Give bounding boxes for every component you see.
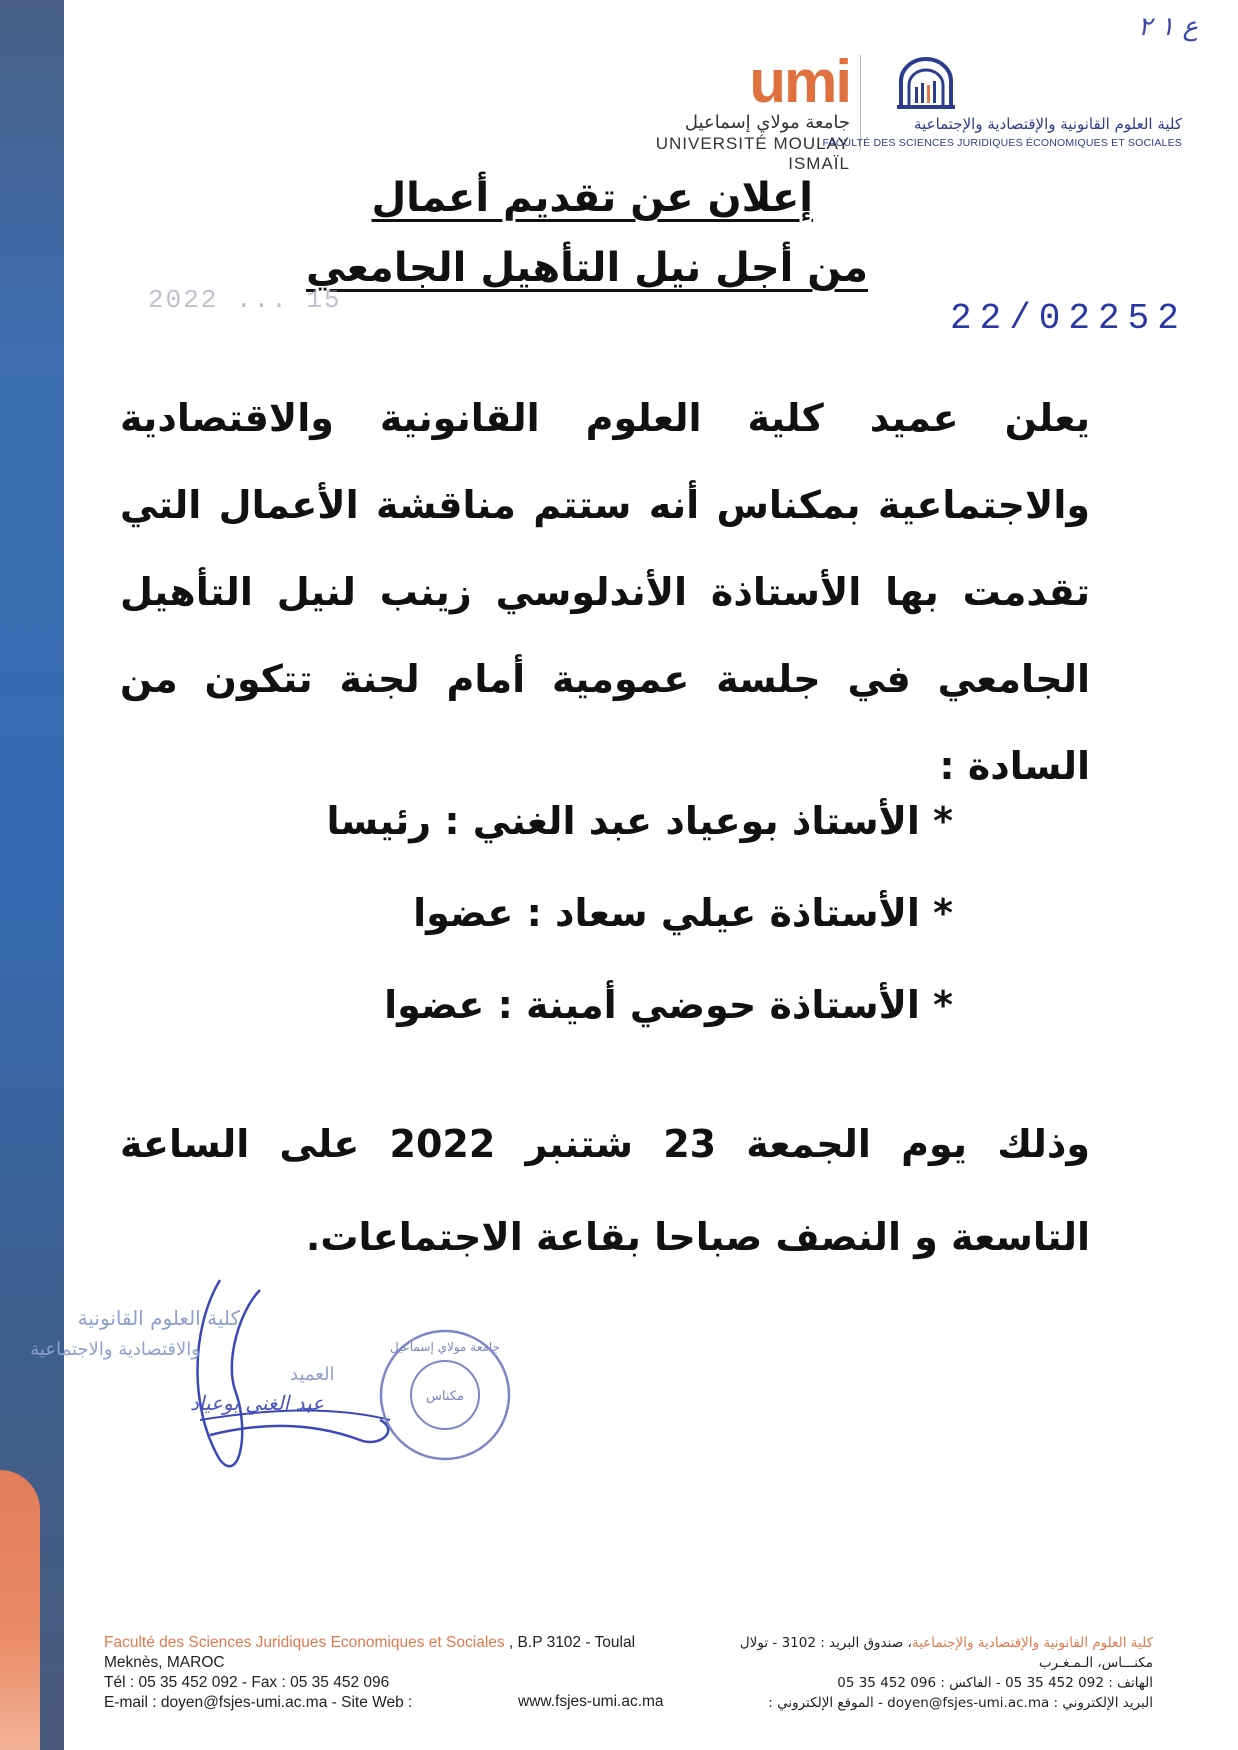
logo-divider: [860, 55, 861, 150]
university-seal: [375, 1325, 515, 1465]
svg-text:العميد: العميد: [290, 1364, 335, 1385]
committee-members-list: [327, 775, 953, 1051]
reference-number: 22/02252: [950, 298, 1187, 339]
faculty-name-ar: كلية العلوم القانونية والإقتصادية والإجتماعية: [914, 115, 1182, 133]
announcement-closing: وذلك يوم الجمعة 23 شتنبر 2022 على الساعة التاسعة و النصف صباحا بقاعة الاجتماعات.: [120, 1122, 1090, 1259]
faculty-emblem-icon: [895, 55, 957, 111]
umi-logo-icon: umi: [749, 48, 850, 115]
svg-text:جامعة مولاي إسماعيل: جامعة مولاي إسماعيل: [389, 1340, 501, 1354]
footer-phone-ar: الهاتف : 092 452 35 05 - الفاكس : 096 452 35 05: [837, 1675, 1153, 1691]
committee-member: * الأستاذة عيلي سعاد : عضوا: [413, 891, 953, 935]
committee-member: * الأستاذة حوضي أمينة : عضوا: [384, 983, 953, 1027]
faculty-name-fr: FACULTÉ DES SCIENCES JURIDIQUES ÉCONOMIQUES ET SOCIALES: [822, 137, 1182, 149]
handwritten-marks: ع ١ ٢: [1138, 12, 1198, 42]
left-orange-accent: [0, 1470, 40, 1750]
footer-bp-fr: , B.P 3102 - Toulal: [504, 1634, 636, 1651]
footer-bp-ar: ، صندوق البريد : 3102 - تولال: [739, 1635, 912, 1651]
announcement-body: يعلن عميد كلية العلوم القانونية والاقتصادية والاجتماعية بمكناس أنه ستتم مناقشة الأعمال التي تقدمت بها الأستاذة الأندلوسي زينب لنيل التأهيل الجامعي في جلسة عمومية أمام لجنة تتكون من السادة :: [120, 396, 1090, 788]
faculty-logo: [822, 55, 1182, 155]
footer-email-ar: البريد الإلكتروني : doyen@fsjes-umi.ac.ma - الموقع الإلكتروني :: [768, 1695, 1153, 1711]
announcement-subtitle: من أجل نيل التأهيل الجامعي: [306, 245, 868, 291]
footer-city-fr: Meknès, MAROC: [104, 1654, 225, 1671]
footer-city-ar: مكنـــاس، الـمـغـرب: [1038, 1655, 1153, 1671]
svg-text:كلية العلوم القانونية: كلية العلوم القانونية: [77, 1306, 240, 1330]
svg-text:والاقتصادية والاجتماعية: والاقتصادية والاجتماعية: [30, 1339, 200, 1360]
committee-member: * الأستاذ بوعياد عبد الغني : رئيسا: [326, 799, 953, 843]
footer-email-fr: E-mail : doyen@fsjes-umi.ac.ma - Site Web :: [104, 1694, 413, 1711]
svg-text:مكناس: مكناس: [426, 1389, 464, 1404]
umi-logo: [640, 48, 850, 173]
date-stamp: 2022 ... 15: [148, 285, 342, 315]
university-name-ar: جامعة مولاي إسماعيل: [684, 112, 850, 133]
svg-text:عبد الغني بوعياد: عبد الغني بوعياد: [190, 1391, 325, 1415]
footer-faculty-fr: Faculté des Sciences Juridiques Economiques et Sociales: [104, 1634, 505, 1651]
announcement-title: إعلان عن تقديم أعمال: [371, 175, 813, 221]
footer-faculty-ar: كلية العلوم القانونية والإقتصادية والإجتماعية: [911, 1635, 1153, 1651]
footer-website-link[interactable]: www.fsjes-umi.ac.ma: [518, 1693, 664, 1710]
footer-phone-fr: Tél : 05 35 452 092 - Fax : 05 35 452 096: [104, 1674, 390, 1691]
footer-arabic: [683, 1633, 1153, 1713]
university-name-fr: UNIVERSITÉ MOULAY ISMAÏL: [655, 134, 850, 173]
